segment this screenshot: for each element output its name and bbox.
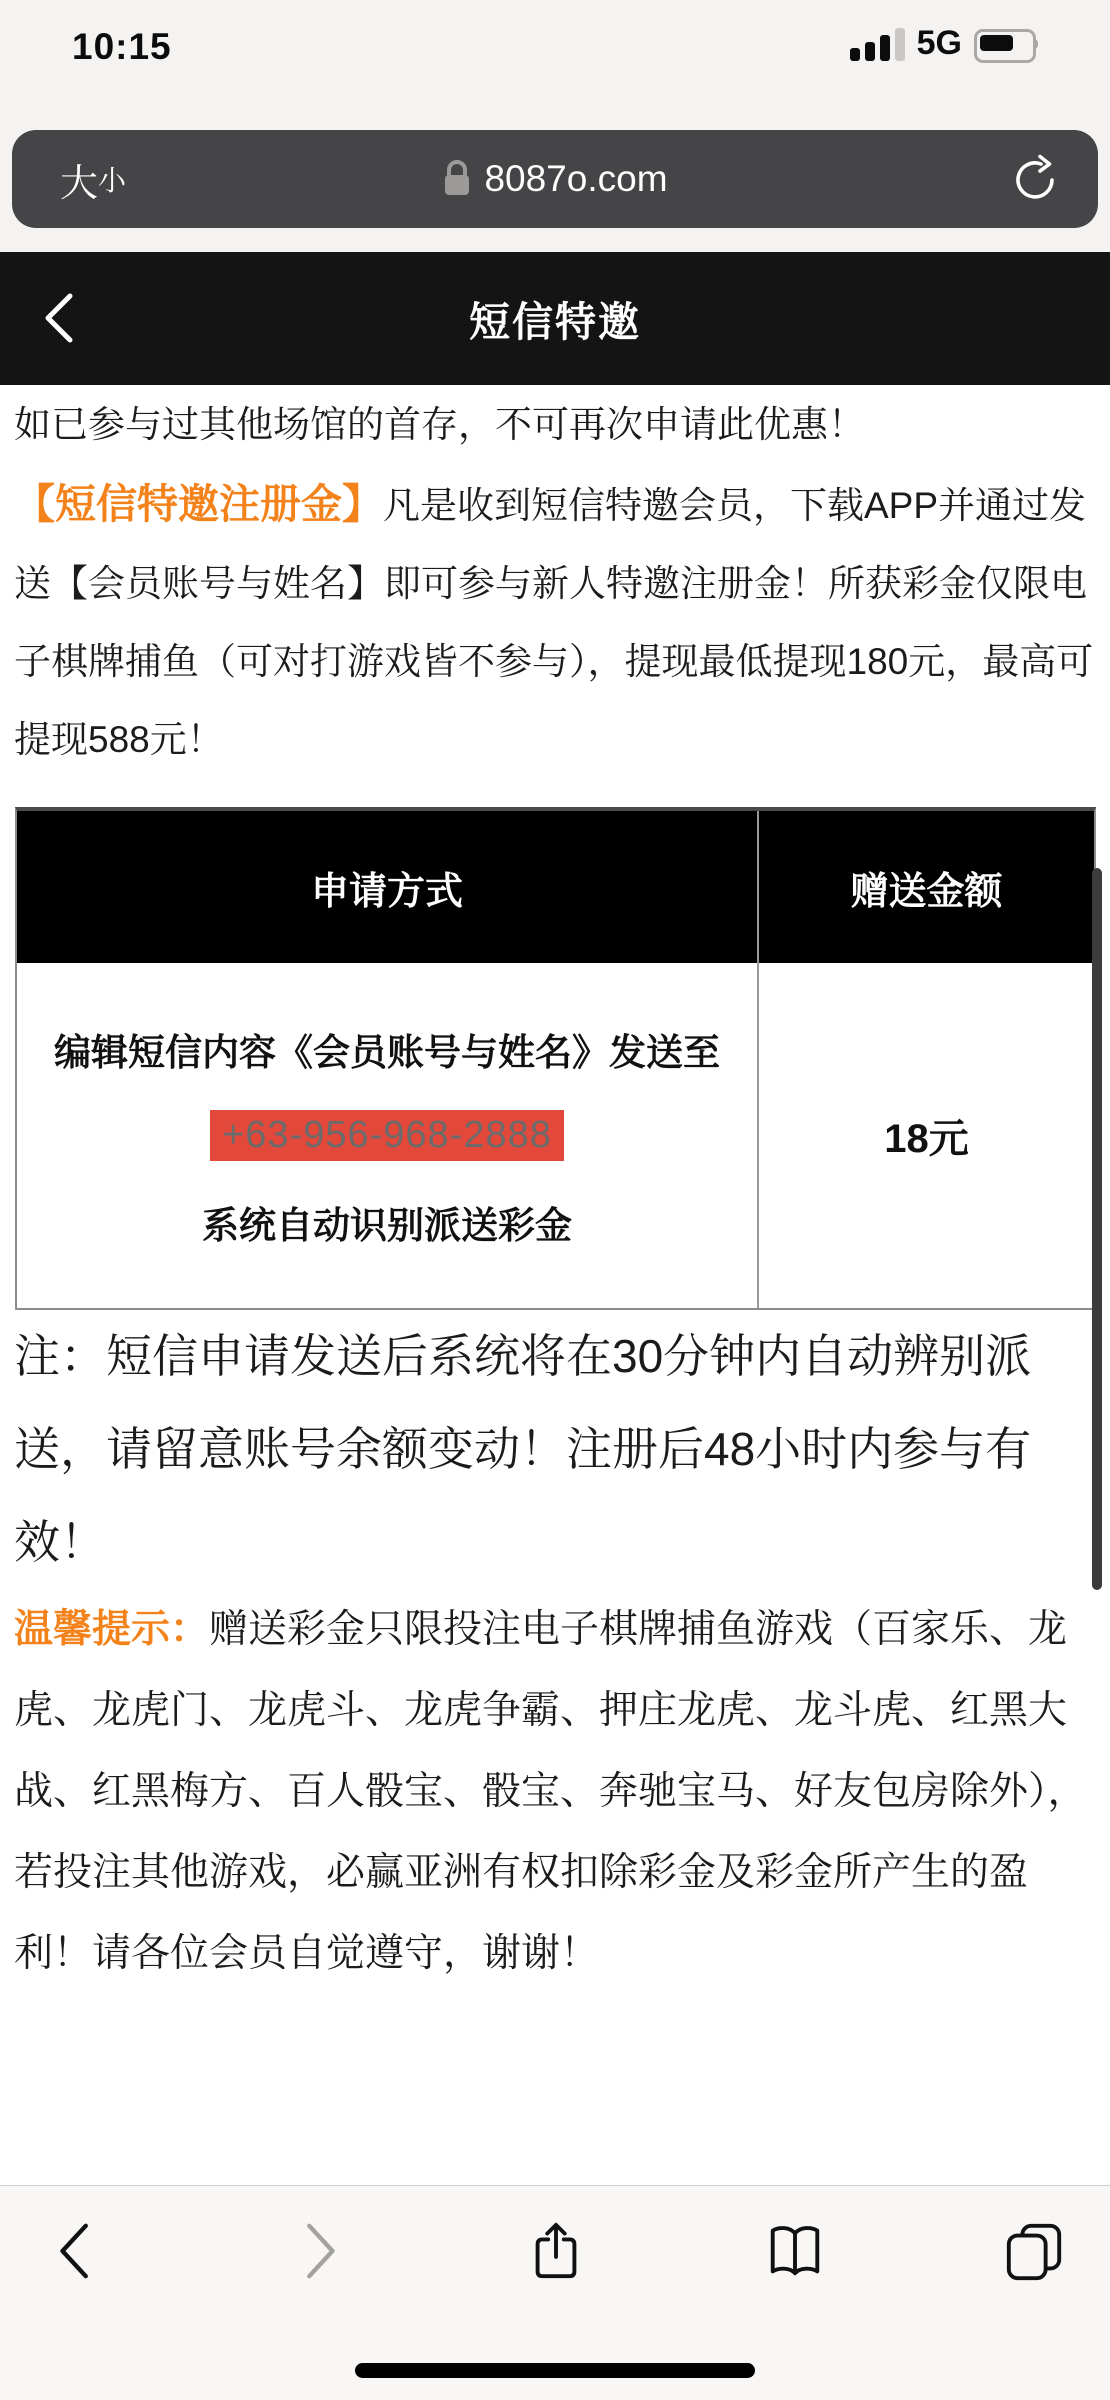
sms-instruction-line1: 编辑短信内容《会员账号与姓名》发送至 (54, 1032, 720, 1073)
scrollbar[interactable] (1092, 868, 1102, 1590)
promo-description-text: 凡是收到短信特邀会员，下载APP并通过发送【会员账号与姓名】即可参与新人特邀注册金！所获彩金仅限电子棋牌捕鱼（可对打游戏皆不参与），提现最低提现180元，最高可提现588元！ (14, 485, 1094, 760)
table-header-bonus-amount: 赠送金额 (850, 870, 1003, 913)
page-header (0, 252, 1110, 385)
sms-instruction-line2: 系统自动识别派送彩金 (202, 1205, 572, 1246)
paragraph-note: 注：短信申请发送后系统将在30分钟内自动辨别派送，请留意账号余额变动！注册后48小时内参与有效！ (14, 1330, 1032, 1568)
promo-table (15, 807, 1096, 1310)
apply-method-cell (17, 963, 759, 1308)
text-size-small-label: 小 (98, 165, 127, 196)
cellular-signal-icon (850, 27, 905, 61)
bonus-amount-cell: 18元 (884, 1117, 969, 1161)
lock-icon (442, 159, 472, 199)
browser-chrome-top (0, 0, 1110, 252)
share-button[interactable] (525, 2220, 587, 2282)
warm-tip-highlight: 温馨提示： (14, 1608, 210, 1651)
page-title: 短信特邀 (469, 299, 641, 345)
battery-icon (974, 27, 1040, 61)
network-type-label: 5G (916, 24, 962, 62)
paragraph-first-deposit-note: 如已参与过其他场馆的首存，不可再次申请此优惠！ (14, 404, 865, 445)
table-header-apply-method: 申请方式 (17, 811, 759, 963)
phone-number-highlighted[interactable]: +63-956-968-2888 (210, 1110, 564, 1161)
text-size-button[interactable] (60, 130, 126, 228)
table-header-row (17, 811, 1094, 963)
tabs-button[interactable] (1003, 2220, 1065, 2282)
paragraph-warm-tip (0, 1589, 1110, 1994)
text-size-big-label: 大 (60, 162, 99, 205)
back-button[interactable] (34, 288, 90, 348)
history-back-button[interactable] (47, 2220, 109, 2282)
reload-button[interactable] (1010, 154, 1060, 204)
status-bar (0, 18, 1110, 78)
status-time: 10:15 (72, 26, 172, 67)
history-forward-button[interactable] (286, 2220, 348, 2282)
url-text: 8087o.com (484, 158, 668, 199)
home-indicator[interactable] (355, 2363, 755, 2378)
page-content (0, 385, 1110, 2185)
warm-tip-text: 赠送彩金只限投注电子棋牌捕鱼游戏（百家乐、龙虎、龙虎门、龙虎斗、龙虎争霸、押庄龙虎、龙斗虎、红黑大战、红黑梅方、百人骰宝、骰宝、奔驰宝马、好友包房除外），若投注其他游戏，必赢亚洲有权扣除彩金及彩金所产生的盈利！请各位会员自觉遵守，谢谢！ (14, 1608, 1087, 1975)
address-bar[interactable] (12, 130, 1098, 228)
promo-title-highlight: 【短信特邀注册金】 (14, 481, 383, 527)
bookmarks-button[interactable] (764, 2220, 826, 2282)
paragraph-promo-description (0, 465, 1110, 779)
table-row (17, 963, 1094, 1308)
